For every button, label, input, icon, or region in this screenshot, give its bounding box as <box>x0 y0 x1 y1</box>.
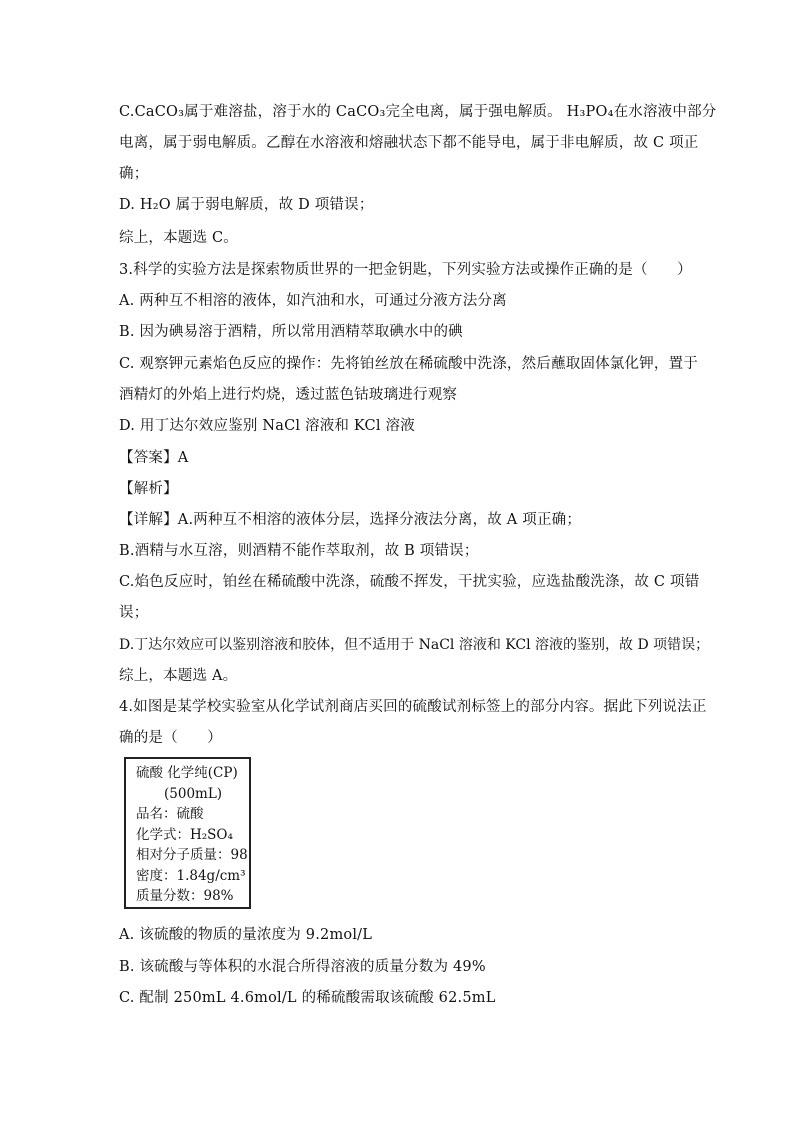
label-mass-fraction: 质量分数：98% <box>136 888 234 904</box>
text-line: 酒精灯的外焰上进行灼烧，透过蓝色钴玻璃进行观察 <box>119 387 458 403</box>
question-3-option-c: C. 观察钾元素焰色反应的操作：先将铂丝放在稀硫酸中洗涤，然后蘸取固体氯化钾，置于 <box>119 356 698 372</box>
text-line: 确的是（ ） <box>119 730 222 746</box>
detail-line: D.丁达尔效应可以鉴别溶液和胶体，但不适用于 NaCl 溶液和 KCl 溶液的鉴别，故 D 项错误； <box>119 637 710 653</box>
question-4-stem: 4.如图是某学校实验室从化学试剂商店买回的硫酸试剂标签上的部分内容。据此下列说法正 <box>119 699 707 715</box>
label-formula: 化学式：H₂SO₄ <box>136 826 233 843</box>
question-4-option-b: B. 该硫酸与等体积的水混合所得溶液的质量分数为 49% <box>119 959 486 975</box>
text-line: D. H₂O 属于弱电解质，故 D 项错误； <box>119 197 374 213</box>
label-name: 品名：硫酸 <box>136 806 204 822</box>
text-line: 误； <box>119 605 149 621</box>
label-volume: (500mL) <box>164 785 223 802</box>
question-3-option-b: B. 因为碘易溶于酒精，所以常用酒精萃取碘水中的碘 <box>119 324 463 340</box>
label-molar-mass: 相对分子质量：98 <box>136 847 248 863</box>
text-line: 确； <box>119 166 149 182</box>
detail-line: B.酒精与水互溶，则酒精不能作萃取剂，故 B 项错误； <box>119 543 479 559</box>
text-line: 综上，本题选 A。 <box>119 668 238 684</box>
question-3-option-a: A. 两种互不相溶的液体，如汽油和水，可通过分液方法分离 <box>119 293 507 309</box>
question-4-option-c: C. 配制 250mL 4.6mol/L 的稀硫酸需取该硫酸 62.5mL <box>119 990 496 1006</box>
analysis-heading: 【解析】 <box>119 481 178 497</box>
text-line: 电离，属于弱电解质。乙醇在水溶液和熔融状态下都不能导电，属于非电解质，故 C 项正 <box>119 135 699 151</box>
detail-line: 【详解】A.两种互不相溶的液体分层，选择分液法分离，故 A 项正确； <box>119 512 582 528</box>
text-line: 综上，本题选 C。 <box>119 230 239 246</box>
label-title: 硫酸 化学纯(CP) <box>136 765 238 781</box>
question-4-option-a: A. 该硫酸的物质的量浓度为 9.2mol/L <box>119 927 373 943</box>
label-density: 密度：1.84g/cm³ <box>136 867 246 884</box>
answer-line: 【答案】A <box>119 450 189 466</box>
text-line: C.CaCO₃属于难溶盐，溶于水的 CaCO₃完全电离，属于强电解质。 H₃PO₄在水溶液中部分 <box>119 104 717 120</box>
question-3-option-d: D. 用丁达尔效应鉴别 NaCl 溶液和 KCl 溶液 <box>119 418 415 434</box>
question-3-stem: 3.科学的实验方法是探索物质世界的一把金钥匙，下列实验方法或操作正确的是（ ） <box>119 262 692 278</box>
detail-line: C.焰色反应时，铂丝在稀硫酸中洗涤，硫酸不挥发，干扰实验，应选盐酸洗涤，故 C 项错 <box>119 574 700 590</box>
reagent-label <box>124 757 251 909</box>
